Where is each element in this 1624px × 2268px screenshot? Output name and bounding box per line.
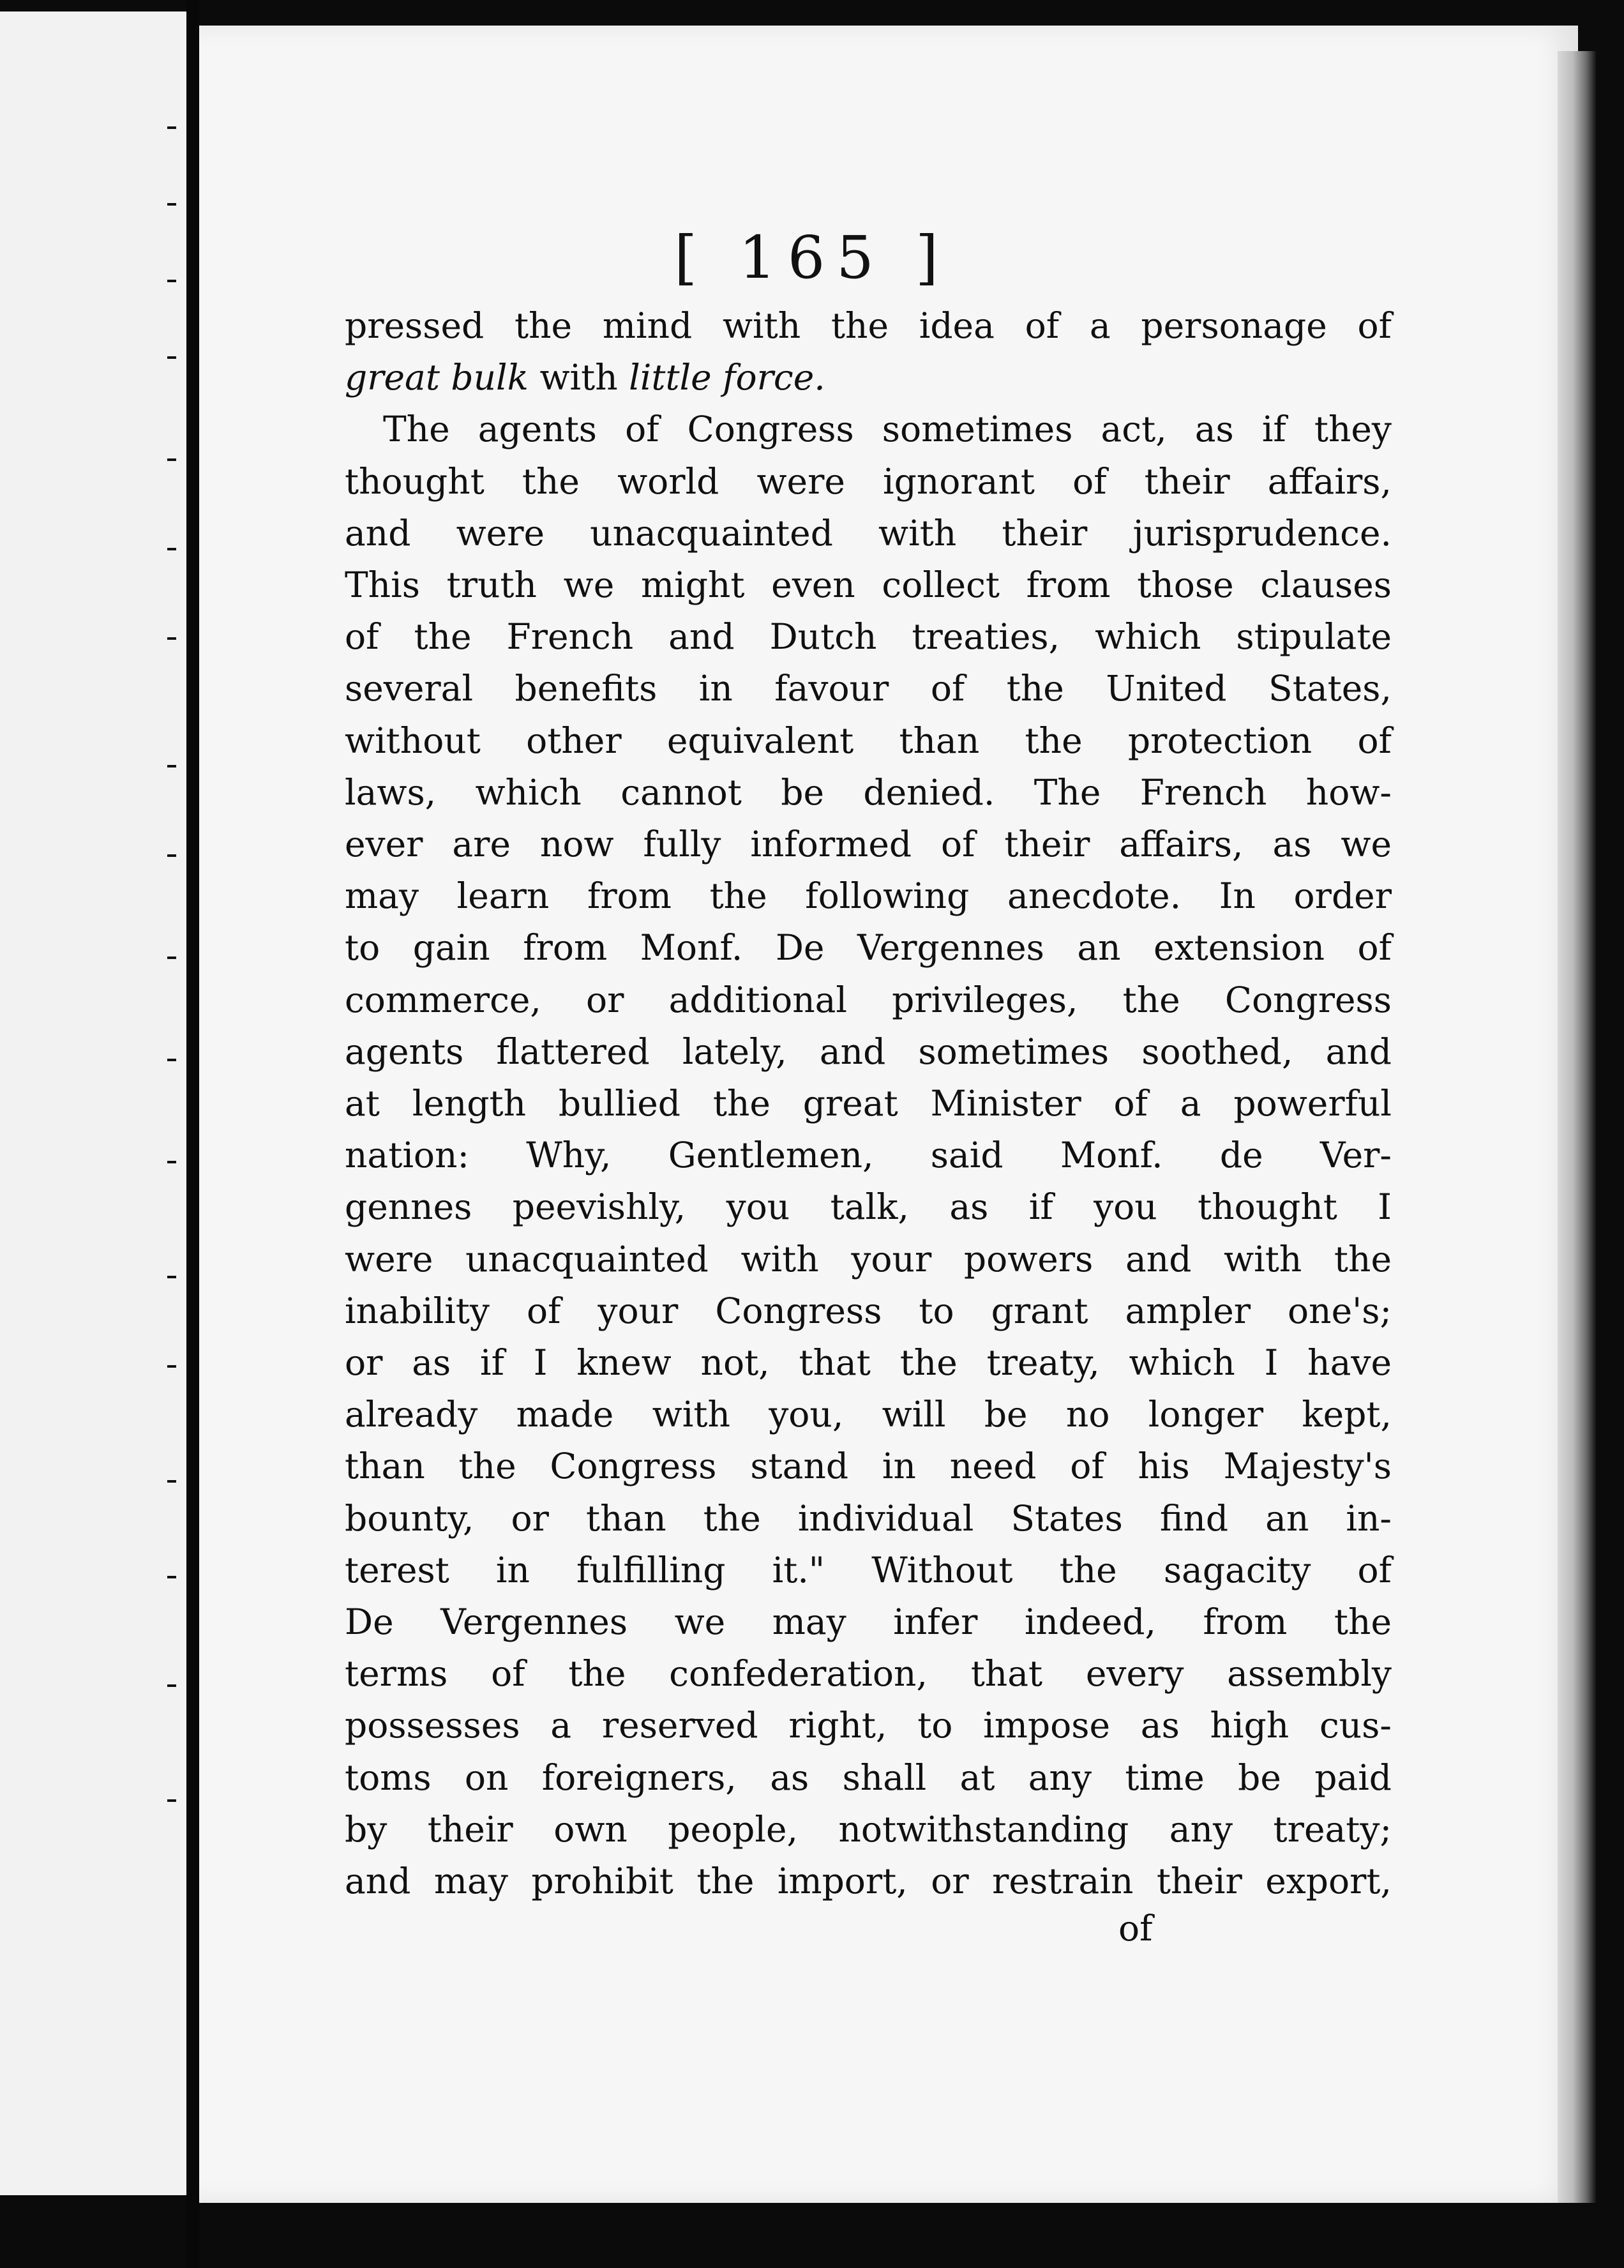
bleed-through-mark xyxy=(167,1480,176,1483)
text-line xyxy=(345,1130,1392,1181)
bleed-through-mark xyxy=(167,203,176,206)
text-line xyxy=(345,1700,1392,1751)
text-run: bounty, or than the individual States find an in- xyxy=(345,1497,1392,1539)
text-line xyxy=(345,974,1392,1026)
text-line xyxy=(345,404,1392,455)
text-run: laws, which cannot be denied. The French how- xyxy=(345,771,1392,813)
book-page xyxy=(199,26,1578,2203)
text-run: of the French and Dutch treaties, which stipulate xyxy=(345,616,1392,658)
text-run: ever are now fully informed of their affairs, as we xyxy=(345,824,1392,865)
text-run: possesses a reserved right, to impose as high cus- xyxy=(345,1705,1392,1746)
text-run: toms on foreigners, as shall at any time be paid xyxy=(345,1757,1392,1798)
text-line xyxy=(345,300,1392,352)
bleed-through-mark xyxy=(167,1576,176,1578)
text-run: may learn from the following anecdote. In order xyxy=(345,875,1392,917)
text-run: terms of the confederation, that every assembly xyxy=(345,1653,1392,1695)
facing-page-edge xyxy=(0,11,186,2195)
italic-text: great bulk xyxy=(345,357,529,398)
bleed-through-mark xyxy=(167,1059,176,1061)
text-run: and were unacquainted with their jurisprudence. xyxy=(345,512,1392,554)
text-line xyxy=(345,1596,1392,1648)
book-gutter xyxy=(186,0,199,2268)
text-line xyxy=(345,1389,1392,1440)
text-line xyxy=(345,1285,1392,1337)
text-line xyxy=(345,1026,1392,1078)
text-run: pressed the mind with the idea of a personage of xyxy=(345,305,1392,346)
text-line xyxy=(345,352,1392,404)
text-line xyxy=(345,1234,1392,1285)
text-line xyxy=(345,1545,1392,1596)
bleed-through-mark xyxy=(167,1799,176,1802)
text-run: without other equivalent than the protection of xyxy=(345,720,1392,761)
bleed-through-mark xyxy=(167,1161,176,1163)
text-run: nation: Why, Gentlemen, said Monf. de Ver- xyxy=(345,1135,1392,1176)
text-line xyxy=(345,559,1392,611)
text-line xyxy=(345,1648,1392,1700)
text-run: De Vergennes we may infer indeed, from the xyxy=(345,1601,1392,1643)
text-run: by their own people, notwithstanding any treaty; xyxy=(345,1808,1392,1850)
text-line xyxy=(345,1804,1392,1856)
text-run: at length bullied the great Minister of a powerful xyxy=(345,1083,1392,1124)
text-line xyxy=(345,922,1392,974)
text-line xyxy=(345,611,1392,663)
text-run: inability of your Congress to grant ampler one's; xyxy=(345,1290,1392,1331)
text-line xyxy=(345,1856,1392,1907)
italic-text: little force. xyxy=(629,357,825,398)
text-line xyxy=(345,819,1392,870)
text-run: agents flattered lately, and sometimes soothed, and xyxy=(345,1031,1392,1072)
bleed-through-mark xyxy=(167,126,176,129)
text-run: commerce, or additional privileges, the Congress xyxy=(345,979,1392,1020)
text-line xyxy=(345,1078,1392,1130)
body-text xyxy=(345,300,1392,1907)
text-run: were unacquainted with your powers and with the xyxy=(345,1238,1392,1280)
text-run: than the Congress stand in need of his Majesty's xyxy=(345,1446,1392,1487)
text-run: several benefits in favour of the United States, xyxy=(345,668,1392,709)
text-run: The agents of Congress sometimes act, as if they xyxy=(383,409,1392,450)
page-number: [ 165 ] xyxy=(674,223,950,292)
text-line xyxy=(345,1493,1392,1545)
text-run: gennes peevishly, you talk, as if you thought I xyxy=(345,1186,1392,1228)
bleed-through-mark xyxy=(167,854,176,857)
bleed-through-mark xyxy=(167,280,176,282)
text-run: terest in fulfilling it." Without the sagacity of xyxy=(345,1549,1392,1591)
text-run: and may prohibit the import, or restrain their export, xyxy=(345,1861,1392,1902)
bleed-through-mark xyxy=(167,1276,176,1278)
text-line xyxy=(345,1440,1392,1492)
text-line xyxy=(345,456,1392,508)
bleed-through-mark xyxy=(167,637,176,640)
text-line xyxy=(345,508,1392,559)
text-line xyxy=(345,1337,1392,1389)
scan-bottom-shadow xyxy=(199,2203,1624,2268)
bleed-through-mark xyxy=(167,765,176,767)
text-line xyxy=(345,1752,1392,1804)
text-run: with xyxy=(528,357,629,398)
text-run: or as if I knew not, that the treaty, which I have xyxy=(345,1342,1392,1384)
bleed-through-mark xyxy=(167,548,176,550)
page-fore-edge xyxy=(1558,51,1596,2209)
bleed-through-mark xyxy=(167,458,176,461)
text-line xyxy=(345,870,1392,922)
text-run: already made with you, will be no longer kept, xyxy=(345,1394,1392,1435)
bleed-through-mark xyxy=(167,356,176,359)
text-line xyxy=(345,715,1392,767)
text-run: to gain from Monf. De Vergennes an extension of xyxy=(345,927,1392,969)
bleed-through-mark xyxy=(167,1684,176,1687)
text-run: This truth we might even collect from those clauses xyxy=(345,564,1392,606)
catchword: of xyxy=(1118,1908,1153,1949)
text-line xyxy=(345,767,1392,819)
text-line xyxy=(345,1181,1392,1233)
bleed-through-mark xyxy=(167,1365,176,1368)
text-run: thought the world were ignorant of their affairs, xyxy=(345,460,1392,502)
text-line xyxy=(345,663,1392,714)
bleed-through-mark xyxy=(167,956,176,959)
